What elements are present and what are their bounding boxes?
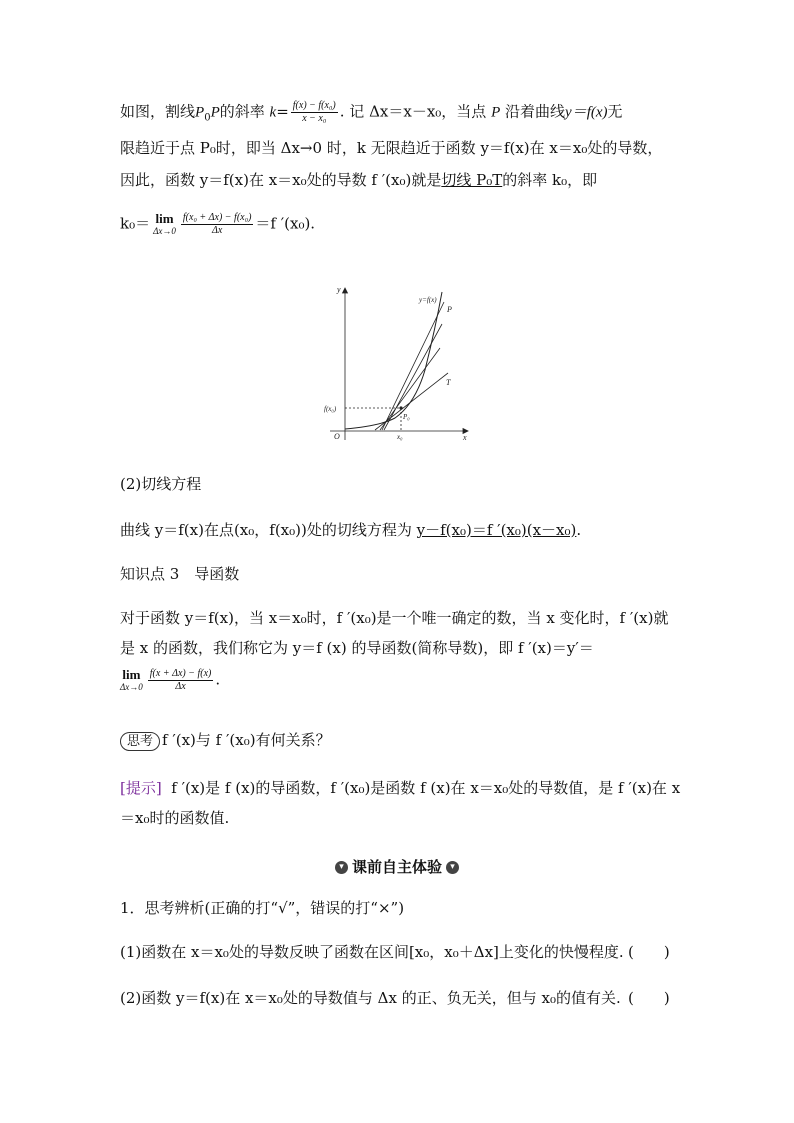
- fraction-denominator: x − x₀: [302, 113, 327, 124]
- text: (2)函数 y＝f(x)在 x＝x₀处的导数值与 Δx 的正、负无关，但与 x₀的值有关.: [120, 989, 621, 1007]
- text: 的斜率 k₀，即: [502, 171, 598, 189]
- limit: [153, 210, 176, 237]
- answer-paren-2[interactable]: ( ): [628, 989, 670, 1007]
- difference-quotient: [148, 668, 214, 693]
- q1-item-1: [120, 942, 624, 962]
- hint-line2: ＝x₀时的函数值.: [120, 809, 230, 827]
- fx0-label: f(x₀): [324, 405, 337, 413]
- think-question: [120, 730, 331, 751]
- text: ＝f ′(x₀).: [255, 214, 316, 233]
- fraction-denominator: Δx: [211, 225, 223, 236]
- x-axis-label: x: [463, 433, 467, 442]
- text: f ′(x)与 f ′(x₀)有何关系？: [162, 731, 331, 749]
- text: y＝f(x): [565, 104, 608, 121]
- text: f ′(x)是 f (x)的导函数，f ′(x₀)是函数 f (x)在 x＝x₀处的导数值，是 f ′(x)在 x: [171, 779, 681, 797]
- section-2-title: (2)切线方程: [120, 475, 202, 493]
- text: P: [491, 104, 501, 121]
- tangent-line: [375, 373, 448, 430]
- kp3-line2: 是 x 的函数，我们称它为 y＝f (x) 的导函数(简称导数)，即 f ′(x)＝y′＝: [120, 639, 594, 657]
- secant-line-2: [384, 324, 442, 430]
- limit-subscript: Δx→0: [120, 681, 143, 692]
- kp3-line1: 对于函数 y＝f(x)，当 x＝x₀时，f ′(x₀)是一个唯一确定的数，当 x 变化时，f ′(x)就: [120, 609, 669, 627]
- para1-line1: [120, 100, 623, 129]
- answer-paren-1[interactable]: ( ): [628, 943, 670, 961]
- curve-label: y=f(x): [419, 296, 437, 304]
- limit-word: lim: [155, 210, 174, 226]
- fraction-numerator: f(x₀ + Δx) − f(x₀): [182, 212, 252, 223]
- section-heading: [0, 856, 794, 877]
- fraction-numerator: f(x + Δx) − f(x): [149, 668, 212, 679]
- text: 沿着曲线: [505, 102, 566, 121]
- tangent-equation: [120, 520, 581, 540]
- kp3-title: 知识点 3 导函数: [120, 565, 240, 583]
- difference-quotient: [181, 212, 254, 237]
- hint-line1: [120, 778, 680, 798]
- text: 因此，函数 y＝f(x)在 x＝x₀处的导数 f ′(x₀)就是: [120, 171, 442, 189]
- x0-label: x₀: [397, 433, 403, 441]
- p-label: P: [447, 305, 452, 314]
- text: k: [269, 104, 277, 121]
- underlined-term: 切线 P₀T: [441, 171, 503, 189]
- limit-subscript: Δx→0: [153, 225, 176, 236]
- underlined-formula: y－f(x₀)＝f ′(x₀)(x－x₀): [416, 521, 577, 539]
- chevron-down-icon: ▾: [446, 861, 459, 874]
- text: P: [195, 104, 205, 121]
- derivative-limit-formula: [120, 212, 315, 237]
- text: 如图，割线: [120, 102, 196, 121]
- text: .: [576, 521, 582, 539]
- para1-line2: 限趋近于点 P₀时，即当 Δx→0 时，k 无限趋近于函数 y＝f(x)在 x＝x₀处的导数，: [120, 139, 663, 157]
- p0-label: P₀: [403, 413, 410, 421]
- secant-line-3: [380, 348, 440, 430]
- y-axis-arrow: [343, 288, 348, 293]
- para1-line3: [120, 170, 597, 190]
- fraction-denominator: Δx: [175, 681, 186, 692]
- text: (1)函数在 x＝x₀处的导数反映了函数在区间[x₀，x₀＋Δx]上变化的快慢程度.: [120, 943, 624, 961]
- chevron-down-icon: ▾: [335, 861, 348, 874]
- text: 曲线 y＝f(x)在点(x₀，f(x₀))处的切线方程为: [120, 521, 417, 539]
- y-axis-label: y: [337, 285, 341, 294]
- text: P: [210, 104, 220, 121]
- text: =: [276, 102, 289, 121]
- p0-point: [399, 406, 402, 409]
- think-badge: 思考: [120, 732, 160, 751]
- kp3-formula: [120, 668, 220, 693]
- secant-line-1: [382, 302, 444, 430]
- t-label: T: [446, 378, 451, 387]
- text: 0: [204, 112, 211, 124]
- tangent-secant-graph: [320, 280, 480, 445]
- origin-label: O: [334, 432, 340, 441]
- text: 无: [607, 102, 623, 121]
- text: .: [215, 670, 221, 689]
- text: . 记 Δx＝x－x₀，当点: [339, 102, 487, 121]
- q1-item-2: [120, 988, 621, 1008]
- limit-word: lim: [122, 666, 141, 682]
- text: k₀＝: [120, 214, 151, 233]
- q1-title: 1．思考辨析(正确的打“√”，错误的打“×”): [120, 899, 405, 917]
- hint-tag: [提示]: [120, 779, 162, 797]
- text: 的斜率: [219, 102, 265, 121]
- limit: [120, 666, 143, 693]
- fraction-numerator: f(x) − f(x₀): [292, 100, 336, 111]
- section-heading-text: 课前自主体验: [351, 858, 442, 876]
- slope-fraction: [291, 100, 338, 125]
- curve: [345, 292, 442, 429]
